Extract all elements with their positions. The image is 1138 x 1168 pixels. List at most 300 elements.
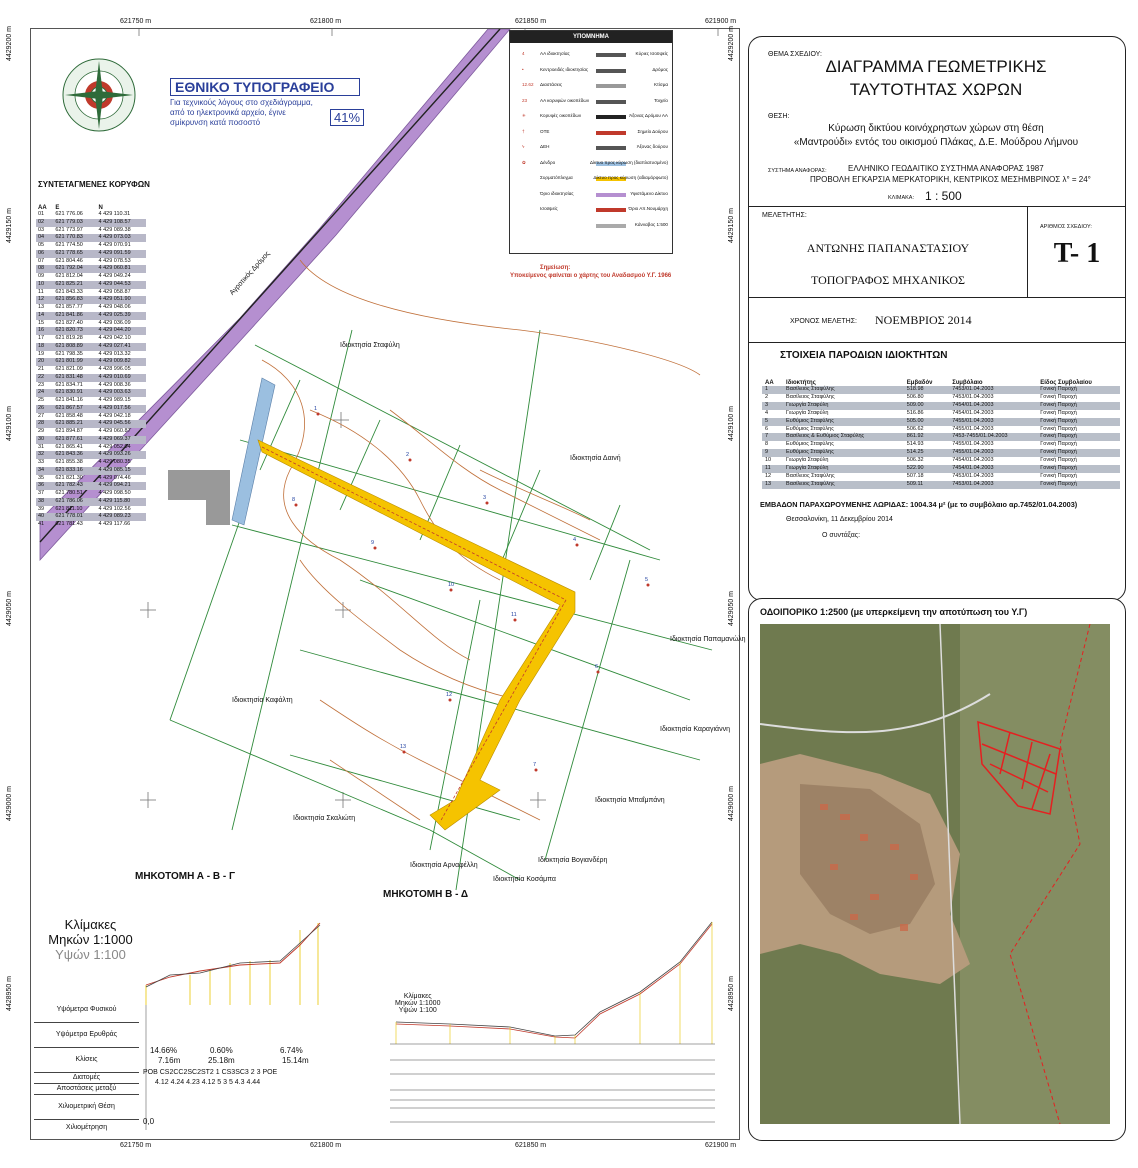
coords-cell: 01	[38, 211, 45, 217]
date-label: ΧΡΟΝΟΣ ΜΕΛΕΤΗΣ:	[790, 318, 858, 325]
owners-cell: Ευθύμιος Σταφύλης	[786, 441, 834, 448]
coords-cell: 24	[36, 389, 53, 397]
coords-cell: 621 781.43	[55, 521, 83, 527]
owners-cell: 7453/01.04.2003	[952, 393, 994, 400]
coords-cell: 4 429 060.87	[98, 428, 131, 434]
owners-cell: 7455/01.04.2003	[952, 425, 994, 432]
owners-cell: 7455/01.04.2003	[949, 449, 1037, 457]
coords-row	[36, 397, 146, 405]
legend-item: Κύριες Ισοϋψείς	[635, 51, 668, 56]
coords-cell: 32	[36, 451, 53, 459]
legend-symbol-icon: ϟ	[522, 144, 525, 149]
owners-cell: Βασίλειος Σταφύλης	[786, 393, 835, 400]
legend-swatch	[596, 53, 626, 57]
coords-cell: 621 830.91	[53, 389, 96, 397]
coords-cell: 30	[36, 436, 53, 444]
coords-cell: 4 429 045.56	[97, 420, 146, 428]
owners-header: Εμβαδόν	[906, 380, 933, 386]
owners-cell: 7454/01.04.2003	[952, 457, 994, 464]
coords-cell: 4 429 044.53	[97, 281, 146, 289]
grid-label-top: 621750 m	[120, 18, 152, 25]
legend-symbol-icon: ✳	[522, 113, 526, 118]
coords-cell: 4 428 996.05	[98, 366, 131, 372]
owners-cell: Βασίλειος Σταφύλης	[783, 386, 904, 394]
owners-row	[762, 465, 1120, 473]
legend-item: Κτίσμα	[653, 82, 668, 87]
grid-label-left: 4429150 m	[6, 207, 14, 244]
owners-cell: Γονική Παροχή	[1037, 449, 1120, 457]
legend-swatch	[596, 208, 626, 212]
coords-cell: 09	[38, 273, 45, 279]
profile-agc-title: ΜΗΚΟΤΟΜΗ Α - Β - Γ	[135, 871, 235, 882]
owner-label: Ιδιοκτησία Καφάλτη	[232, 697, 293, 704]
profile-rows	[34, 998, 334, 1136]
scale-value: 1 : 500	[925, 189, 962, 203]
legend-symbol-icon: 12.62	[522, 82, 534, 87]
grid-label-left: 4429000 m	[6, 785, 14, 822]
scale-length: Μηκών 1:1000	[48, 932, 133, 947]
parcel-number: 10	[448, 582, 455, 588]
coords-cell: 36	[36, 482, 53, 490]
owners-cell: Γονική Παροχή	[1037, 481, 1120, 489]
coords-cell: 4 429 115.80	[97, 498, 146, 506]
owners-cell: 518.98	[904, 386, 949, 394]
scale-small-height: Υψών 1:100	[398, 1007, 437, 1014]
note-line-1: Σημείωση:	[540, 265, 571, 271]
grid-label-bottom: 621900 m	[705, 1142, 737, 1149]
owners-cell: 506.32	[906, 457, 924, 464]
coords-cell: 20	[36, 358, 53, 366]
coords-row	[36, 444, 146, 452]
parcel-number: 7	[533, 762, 537, 768]
km-start: 0,0	[143, 1117, 155, 1126]
coords-cell: 621 770.83	[53, 234, 96, 242]
owners-cell: Γονική Παροχή	[1040, 457, 1077, 464]
coords-row	[36, 304, 146, 312]
owners-cell: Γεωργία Σταφύλη	[786, 409, 829, 416]
coords-cell: 4 429 070.91	[98, 242, 131, 248]
stamp-line-2: από το ηλεκτρονικά αρχείο, έγινε	[170, 108, 286, 117]
legend-item: Ισοϋψείς	[540, 206, 558, 211]
stamp-title: ΕΘΝΙΚΟ ΤΥΠΟΓΡΑΦΕΙΟ	[170, 78, 360, 96]
owners-cell: Ευθύμιος Σταφύλης	[786, 425, 834, 432]
legend-item: Άξονας δούρου	[636, 144, 668, 149]
coords-cell: 38	[36, 498, 53, 506]
title-divider	[748, 297, 1126, 298]
slope-1: 14.66%	[150, 1046, 178, 1055]
legend-item: Διαστάσεις	[540, 82, 563, 87]
coords-row	[36, 296, 146, 304]
legend-item: ΑΑ κορυφών οικοπέδων	[540, 97, 590, 103]
aerial-image	[760, 624, 1110, 1124]
stamp-line-1: Για τεχνικούς λόγους στο σχεδιάγραμμα,	[170, 98, 313, 107]
owners-cell: 7453/01.04.2003	[949, 386, 1037, 394]
profile-row-label: Υψόμετρα Φυσικού	[34, 998, 139, 1023]
grid-label-left: 4428950 m	[6, 975, 14, 1012]
coords-row	[36, 327, 146, 335]
coords-row	[36, 227, 146, 235]
coords-row	[36, 420, 146, 428]
legend-item: Δίκτυο προς κύρωση (διαπλατυσμένο)	[589, 159, 668, 165]
coords-row	[36, 351, 146, 359]
coords-cell: 4 429 080.35	[98, 459, 131, 465]
coords-row	[36, 436, 146, 444]
grid-label-right: 4429000 m	[728, 785, 736, 822]
owners-cell: 6	[765, 425, 769, 432]
coords-row	[36, 211, 146, 219]
owner-label: Ιδιοκτησία Σταφύλη	[340, 342, 400, 349]
coords-table	[36, 205, 146, 529]
owners-total: ΕΜΒΑΔΟΝ ΠΑΡΑΧΩΡΟΥΜΕΝΗΣ ΛΩΡΙΔΑΣ: 1004.34 μ² (με το συμβόλαιο αρ.7452/01.04.2003)	[760, 500, 1078, 509]
location-2: «Μαντρούδι» εντός του οικισμού Πλάκας, Δ.Ε. Μούδρου Λήμνου	[793, 137, 1079, 148]
owners-cell: 7455/01.04.2003	[949, 418, 1037, 426]
owners-cell: Γεωργία Σταφύλη	[783, 465, 904, 473]
coords-cell: 621 808.89	[53, 343, 96, 351]
coords-cell: 4 429 025.39	[97, 312, 146, 320]
title-divider	[748, 206, 1126, 207]
coords-cell: 621 857.77	[55, 304, 83, 310]
coords-cell: 4 429 052.04	[98, 443, 131, 450]
coords-cell: 621 885.21	[53, 420, 96, 428]
coords-row	[36, 312, 146, 320]
strip-yellow	[258, 440, 575, 830]
scale-height: Υψών 1:100	[55, 947, 126, 962]
coords-cell: 4 429 069.37	[97, 436, 146, 444]
owner-label: Ιδιοκτησία Δαινή	[570, 455, 621, 462]
legend-symbol-icon: 23	[522, 97, 528, 103]
owners-table	[762, 380, 1120, 489]
coords-cell: 37	[38, 490, 45, 496]
profile-row-label: Χιλιομέτρηση	[65, 1124, 108, 1131]
owners-cell: 7455/01.04.2003	[952, 441, 994, 448]
coords-cell: 34	[36, 467, 53, 475]
owners-header: Συμβόλαιο	[952, 380, 983, 386]
coords-cell: 621 843.33	[55, 288, 83, 295]
coords-cell: 621 778.01	[53, 513, 96, 521]
coords-cell: 08	[36, 265, 53, 273]
grid-label-left: 4429200 m	[6, 25, 14, 62]
coords-row	[36, 382, 146, 390]
slope-3: 6.74%	[280, 1046, 303, 1055]
scale-small-length: Μηκών 1:1000	[395, 1000, 441, 1007]
owners-cell: Γονική Παροχή	[1037, 402, 1120, 410]
owner-label: Ιδιοκτησία Μπαΐμπάνη	[595, 797, 665, 804]
coords-cell: 4 429 008.36	[98, 381, 131, 388]
owner-label: Ιδιοκτησία Κοσάμπα	[493, 876, 556, 883]
owners-cell: Βασίλειος Σταφύλης	[786, 472, 835, 479]
profile-bd-title: ΜΗΚΟΤΟΜΗ Β - Δ	[383, 889, 469, 900]
owners-cell: 7454/01.04.2003	[949, 402, 1037, 410]
owner-label: Ιδιοκτησία Σκαλιώτη	[293, 815, 356, 822]
coords-cell: 17	[38, 335, 45, 341]
coords-cell: 621 827.40	[55, 319, 83, 326]
coords-row	[36, 343, 146, 351]
owners-cell: 7453/01.04.2003	[949, 481, 1037, 489]
coords-row	[36, 374, 146, 382]
coords-cell: 621 778.65	[53, 250, 96, 258]
owners-cell: 2	[765, 393, 769, 400]
legend-item: Δένδρο	[540, 159, 556, 165]
coords-cell: 621 894.87	[55, 428, 83, 434]
profile-row-label: Χιλιομετρική Θέση	[34, 1095, 139, 1120]
owners-cell: 7454/01.04.2003	[952, 409, 994, 416]
owners-cell: 7	[762, 433, 783, 441]
coords-cell: 4 429 017.56	[97, 405, 146, 413]
coords-cell: 621 833.16	[53, 467, 96, 475]
grid-label-top: 621800 m	[310, 18, 342, 25]
legend-swatch	[596, 84, 626, 88]
coords-cell: 4 429 013.32	[98, 350, 131, 357]
drawing-number: Τ- 1	[1053, 238, 1101, 269]
coords-cell: 4 429 036.09	[98, 319, 131, 326]
scale-title: Κλίμακες	[64, 917, 117, 932]
coords-cell: 621 856.83	[53, 296, 96, 304]
coords-cell: 621 820.73	[53, 327, 96, 335]
legend-swatch	[596, 100, 626, 104]
coords-cell: 4 429 010.69	[97, 374, 146, 382]
coords-cell: 621 855.38	[55, 459, 83, 465]
coords-cell: 4 429 027.41	[97, 343, 146, 351]
profile-bd-drawing	[390, 912, 720, 1130]
coords-cell: 02	[36, 219, 53, 227]
legend-swatch	[596, 193, 626, 197]
coords-cell: 621 865.41	[55, 443, 83, 450]
grid-label-top: 621850 m	[515, 18, 547, 25]
owners-cell: 507.18	[906, 472, 924, 479]
coords-row	[36, 459, 146, 467]
profile-row-label: Υψόμετρα Ερυθράς	[34, 1023, 139, 1048]
boundary-lines	[170, 330, 712, 890]
coords-row	[36, 250, 146, 258]
legend-symbol-icon: †	[522, 128, 525, 134]
coords-row	[36, 467, 146, 475]
coords-row	[36, 389, 146, 397]
grid-label-left: 4429100 m	[6, 405, 14, 442]
number-label: ΑΡΙΘΜΟΣ ΣΧΕΔΙΟΥ:	[1040, 224, 1092, 230]
coords-header: Ε	[55, 205, 60, 211]
coords-row	[36, 428, 146, 436]
coords-cell: 28	[36, 420, 53, 428]
owners-row	[762, 394, 1120, 402]
coords-row	[36, 281, 146, 289]
designer-label: ΜΕΛΕΤΗΤΗΣ:	[762, 212, 807, 219]
stamp-box	[170, 78, 364, 128]
owners-cell: 509.11	[904, 481, 949, 489]
legend-item: ΑΑ ιδιοκτησίας	[540, 51, 570, 56]
stamp-percent: 41%	[330, 109, 364, 126]
coords-row	[36, 413, 146, 421]
owners-row	[762, 449, 1120, 457]
legend-swatch	[596, 69, 626, 73]
coords-row	[36, 335, 146, 343]
coords-title: ΣΥΝΤΕΤΑΓΜΕΝΕΣ ΚΟΡΥΦΩΝ	[38, 180, 150, 189]
owners-cell: Ευθύμιος Σταφύλης	[783, 418, 904, 426]
coords-cell: 621 798.35	[55, 350, 83, 357]
coords-cell: 4 429 085.15	[97, 467, 146, 475]
coords-cell: 33	[38, 459, 45, 465]
owners-header: Είδος Συμβολαίου	[1040, 380, 1092, 386]
legend-item: Συρματόπλεγμα	[540, 175, 573, 180]
coords-cell: 12	[36, 296, 53, 304]
owner-label: Ιδιοκτησία Παπαμανώλη	[670, 636, 746, 643]
coords-cell: 4 429 110.31	[98, 211, 131, 217]
coords-cell: 621 867.57	[53, 405, 96, 413]
system-1: ΕΛΛΗΝΙΚΟ ΓΕΩΔΑΙΤΙΚΟ ΣΥΣΤΗΜΑ ΑΝΑΦΟΡΑΣ 1987	[848, 164, 1044, 173]
coords-row	[36, 242, 146, 250]
coords-cell: 16	[36, 327, 53, 335]
subject-label: ΘΕΜΑ ΣΧΕΔΙΟΥ:	[768, 51, 822, 58]
coords-cell: 07	[38, 257, 45, 264]
legend-item: ΔΕΗ	[540, 144, 550, 149]
coords-cell: 21	[38, 366, 45, 372]
coords-cell: 40	[36, 513, 53, 521]
owners-cell: 4	[765, 409, 769, 416]
owners-section	[756, 342, 1124, 592]
owners-cell: Ευθύμιος Σταφύλης	[783, 449, 904, 457]
legend-swatch	[596, 224, 626, 228]
legend-item: Κάνναβος 1:500	[634, 221, 668, 227]
coords-row	[36, 258, 146, 266]
location-label: ΘΕΣΗ:	[768, 113, 790, 120]
coords-cell: 621 801.99	[53, 358, 96, 366]
coords-row	[36, 273, 146, 281]
profile-row-label: Κλίσεις	[34, 1048, 139, 1073]
sections-row: POB CS2CC2SC2ST2 1 CS3SC3 2 3 POE	[143, 1069, 278, 1076]
owners-cell: 509.00	[904, 402, 949, 410]
coords-cell: 621 841.86	[53, 312, 96, 320]
coords-cell: 29	[38, 428, 45, 434]
coords-cell: 621 792.04	[53, 265, 96, 273]
legend-item: ΟΤΕ	[540, 128, 550, 134]
parcel-number: 11	[511, 612, 517, 618]
coords-cell: 19	[38, 350, 45, 357]
coords-cell: 10	[36, 281, 53, 289]
subject-2: ΤΑΥΤΟΤΗΤΑΣ ΧΩΡΩΝ	[849, 80, 1023, 99]
grid-label-right: 4429050 m	[728, 590, 736, 627]
subject: ΔΙΑΓΡΑΜΜΑ ΓΕΩΜΕΤΡΙΚΗΣ	[825, 57, 1047, 76]
coords-cell: 621 774.50	[55, 242, 83, 248]
legend-symbol-icon: •	[522, 66, 524, 72]
owners-cell: 9	[762, 449, 783, 457]
owners-cell: Βασίλειος Σταφύλης	[783, 481, 904, 489]
grid-label-right: 4429100 m	[728, 405, 736, 442]
coords-row	[36, 366, 146, 374]
coords-cell: 4 429 102.56	[98, 505, 131, 512]
coords-cell: 621 776.06	[55, 211, 83, 217]
coords-cell: 4 429 009.82	[97, 358, 146, 366]
coords-row	[36, 219, 146, 227]
coords-cell: 621 773.97	[55, 226, 83, 233]
coords-cell: 4 429 051.90	[97, 296, 146, 304]
coords-cell: 621 782.43	[53, 482, 96, 490]
owners-cell: 516.86	[906, 409, 924, 416]
date: ΝΟΕΜΒΡΙΟΣ 2014	[875, 313, 972, 327]
slope-length-2: 25.18m	[208, 1056, 235, 1065]
profile-row-label: Διατομές	[34, 1073, 139, 1084]
road-label: Αγροτικός Δρόμος	[228, 250, 272, 297]
coords-cell: 4 429 117.66	[98, 521, 131, 527]
author: Ο συντάξας:	[822, 532, 861, 539]
grid-label-top: 621900 m	[705, 18, 737, 25]
coords-cell: 4 429 093.26	[97, 451, 146, 459]
slope-length-3: 15.14m	[282, 1056, 309, 1065]
coords-cell: 4 429 058.87	[98, 288, 131, 295]
coords-cell: 39	[38, 505, 45, 512]
coords-cell: 621 877.61	[53, 436, 96, 444]
owners-cell: Γεωργία Σταφύλη	[783, 402, 904, 410]
coords-row	[36, 320, 146, 328]
coords-cell: 621 841.16	[55, 397, 83, 403]
coords-header: Ν	[98, 205, 103, 211]
coords-cell: 06	[36, 250, 53, 258]
coords-cell: 4 429 074.46	[98, 474, 131, 481]
owners-cell: 7453-7455/01.04.2003	[949, 433, 1037, 441]
owners-cell: 13	[762, 481, 783, 489]
owners-cell: 506.62	[906, 425, 924, 432]
owners-row	[762, 402, 1120, 410]
coords-cell: 27	[38, 412, 45, 419]
profile-row-label: Αποστάσεις μεταξύ	[34, 1084, 139, 1095]
owners-cell: Γονική Παροχή	[1037, 386, 1120, 394]
coords-cell: 11	[38, 288, 44, 295]
owners-cell: Γονική Παροχή	[1040, 472, 1077, 479]
owners-row	[762, 386, 1120, 394]
coords-cell: 621 821.09	[55, 366, 83, 372]
owners-cell: 522.90	[904, 465, 949, 473]
coords-row	[36, 482, 146, 490]
coords-cell: 13	[38, 304, 45, 310]
owners-row	[762, 481, 1120, 489]
coords-cell: 621 819.28	[55, 335, 83, 341]
system-label: ΣΥΣΤΗΜΑ ΑΝΑΦΟΡΑΣ:	[768, 168, 827, 174]
coords-cell: 4 429 042.18	[98, 412, 131, 419]
legend-item: Υφιστάμενο Δίκτυο	[630, 190, 668, 196]
coords-header: ΑΑ	[38, 205, 47, 211]
owners-cell: 7454/01.04.2003	[949, 465, 1037, 473]
coords-cell: 621 843.36	[53, 451, 96, 459]
coords-cell: 4 429 989.15	[98, 397, 131, 403]
coords-cell: 15	[38, 319, 45, 326]
coords-cell: 4 429 003.63	[97, 389, 146, 397]
coords-cell: 18	[36, 343, 53, 351]
owner-label: Ιδιοκτησία Βογιανδέρη	[538, 857, 608, 864]
location-1: Κύρωση δικτύου κοινόχρηστων χώρων στη θέση	[828, 123, 1044, 134]
owner-label: Ιδιοκτησία Καραγιάννη	[660, 726, 730, 733]
owners-cell: Γονική Παροχή	[1037, 433, 1120, 441]
grid-label-right: 4429150 m	[728, 207, 736, 244]
grid-label-bottom: 621750 m	[120, 1142, 152, 1149]
system-2: ΠΡΟΒΟΛΗ ΕΓΚΑΡΣΙΑ ΜΕΡΚΑΤΟΡΙΚΗ, ΚΕΝΤΡΙΚΟΣ ΜΕΣΗΜΒΡΙΝΟΣ λ° = 24°	[810, 175, 1091, 184]
coords-row	[36, 521, 146, 529]
legend-item: Δρόμος	[652, 66, 668, 72]
coords-cell: 35	[38, 474, 45, 481]
coords-row	[36, 405, 146, 413]
coords-cell: 621 804.46	[55, 257, 83, 264]
coords-cell: 621 811.10	[55, 505, 83, 512]
owners-cell: 11	[762, 465, 783, 473]
legend-title: ΥΠΟΜΝΗΜΑ	[510, 31, 672, 43]
coords-cell: 4 429 094.21	[97, 482, 146, 490]
owners-cell: Γονική Παροχή	[1040, 425, 1077, 432]
owners-cell: 7453/01.04.2003	[952, 472, 994, 479]
note-line-2: Υποκείμενος φαίνεται ο χάρτης του Αναδασμού Υ.Γ. 1966	[510, 273, 672, 279]
coords-row	[36, 234, 146, 242]
coords-row	[36, 358, 146, 366]
legend-item: Κεντροειδές ιδιοκτησίας	[540, 66, 589, 72]
parcel-number: 6	[595, 664, 599, 670]
owners-header: Ιδιοκτήτης	[786, 380, 816, 386]
distances-row: 4.12 4.24 4.23 4.12 5 3 5 4.3 4.44	[155, 1079, 261, 1086]
